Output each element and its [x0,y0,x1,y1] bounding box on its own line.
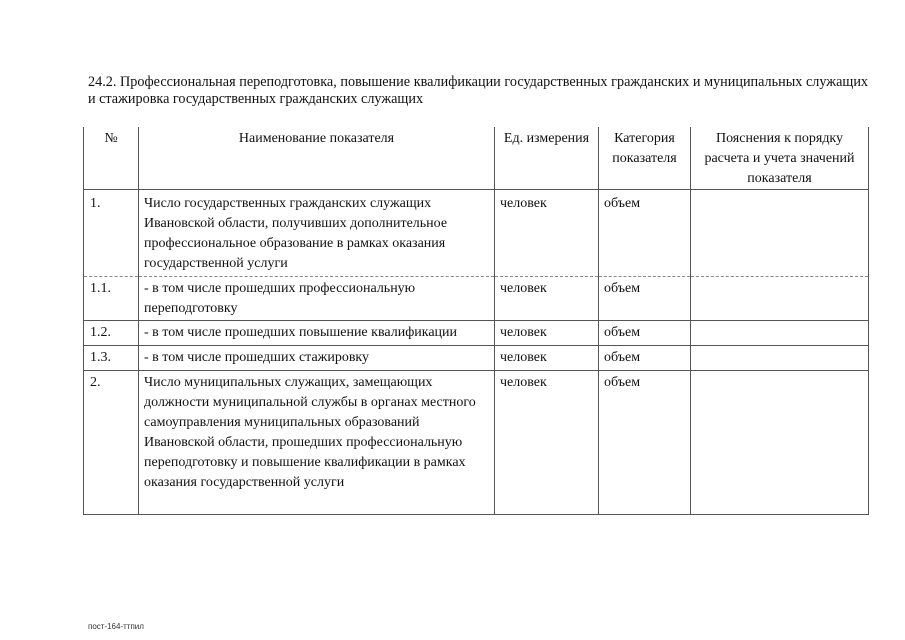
indicators-table [83,127,869,515]
row-unit: человек [495,190,599,277]
table-row [84,321,869,346]
row-notes [691,346,869,371]
table-row [84,346,869,371]
row-unit: человек [495,346,599,371]
row-number: 1.1. [84,277,139,321]
row-notes [691,371,869,515]
row-indicator-name: Число государственных гражданских служащих Ивановской области, получивших дополнительное профессиональное образование в рамках оказания государственной услуги [139,190,495,277]
row-number: 1.2. [84,321,139,346]
row-indicator-name: - в том числе прошедших повышение квалификации [139,321,495,346]
row-unit: человек [495,371,599,515]
row-category: объем [599,346,691,371]
header-indicator-name: Наименование показателя [139,127,495,190]
row-unit: человек [495,321,599,346]
row-notes [691,321,869,346]
table-row [84,371,869,515]
table-header-row [84,127,869,190]
row-number: 1. [84,190,139,277]
row-category: объем [599,321,691,346]
row-indicator-name: Число муниципальных служащих, замещающих должности муниципальной службы в органах местного самоуправления муниципальных образований Ивановской области, прошедших профессиональную переподготовку и повышение квалификации в рамках оказания государственной услуги [139,371,495,515]
row-number: 1.3. [84,346,139,371]
row-indicator-name: - в том числе прошедших стажировку [139,346,495,371]
row-unit: человек [495,277,599,321]
row-notes [691,190,869,277]
row-indicator-name: - в том числе прошедших профессиональную переподготовку [139,277,495,321]
row-category: объем [599,190,691,277]
table-row [84,190,869,277]
row-notes [691,277,869,321]
row-number: 2. [84,371,139,515]
section-heading: 24.2. Профессиональная переподготовка, повышение квалификации государственных гражданских и муниципальных служащих и стажировка государственных гражданских служащих [88,74,868,107]
table-row [84,277,869,321]
row-category: объем [599,371,691,515]
header-category: Категория показателя [599,127,691,190]
header-number: № [84,127,139,190]
footer-file-label: пост-164-ттпил [88,622,144,631]
row-category: объем [599,277,691,321]
header-notes: Пояснения к порядку расчета и учета значений показателя [691,127,869,190]
header-unit: Ед. измерения [495,127,599,190]
